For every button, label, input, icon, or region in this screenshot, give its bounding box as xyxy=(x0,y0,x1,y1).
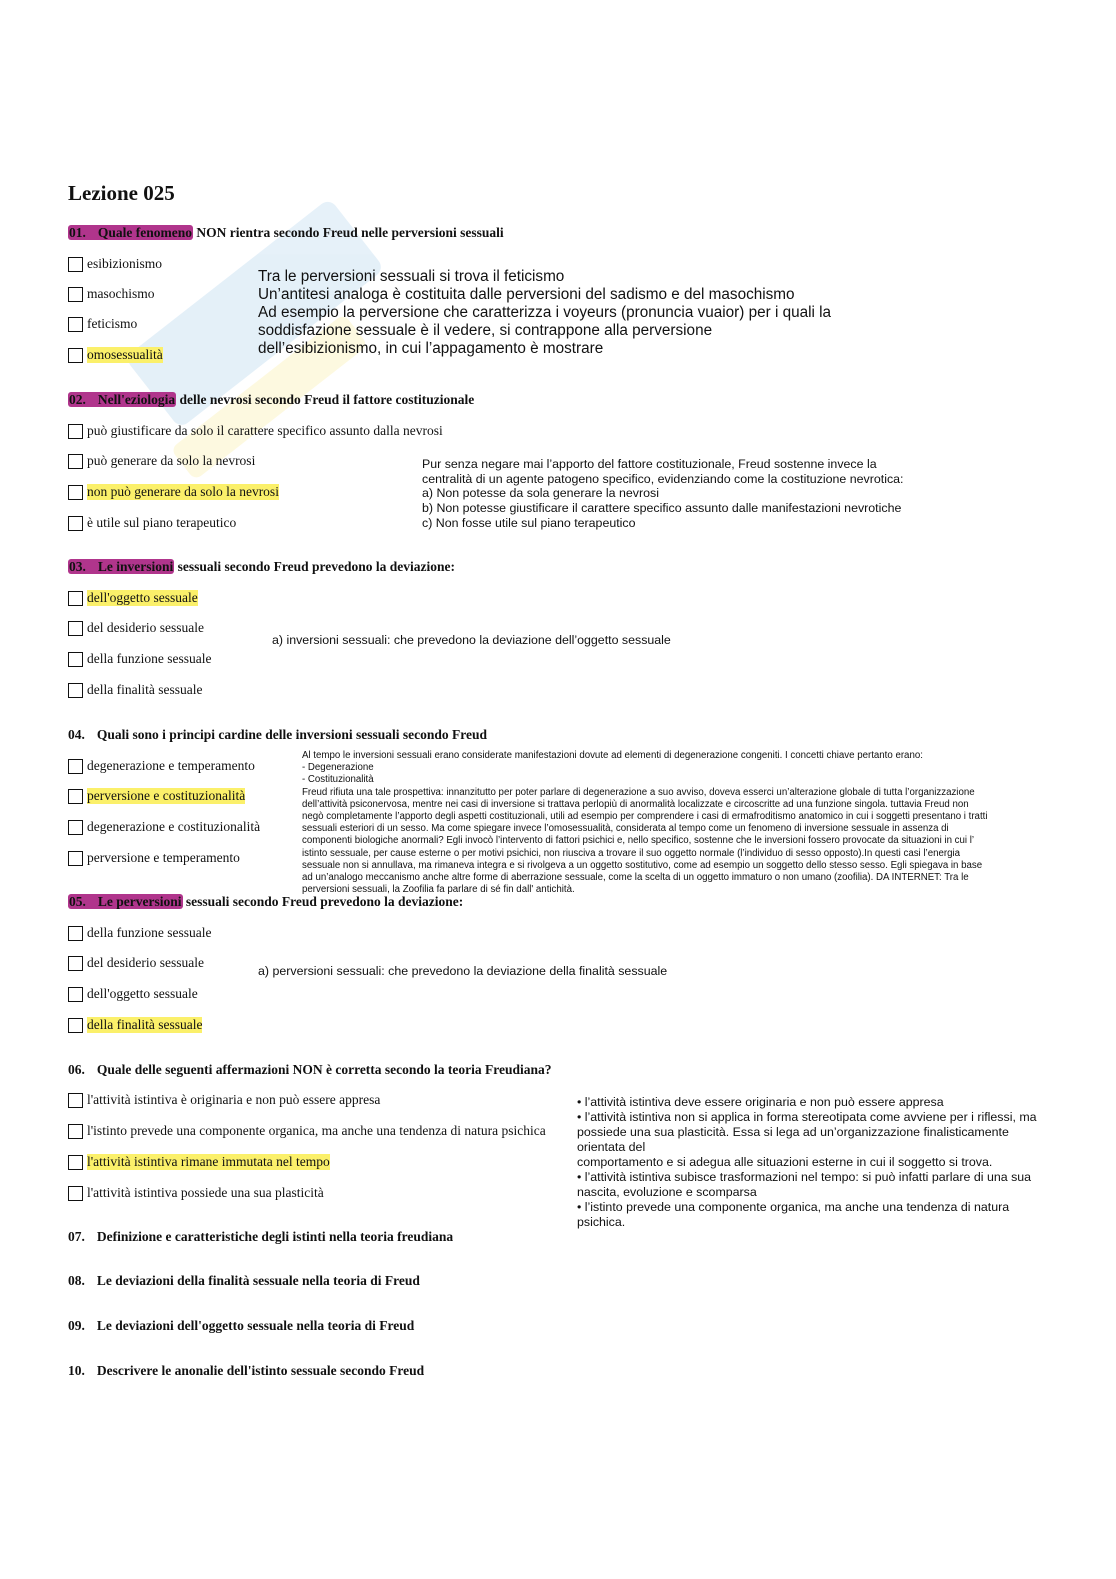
explanation-note-4 xyxy=(302,750,987,896)
note-line: ad un’analogo meccanismo anche altre forme di aberrazione sessuale, come la scelta di un oggetto immaturo o non umano (zoofilia). DA INTERNET: Tra le xyxy=(302,872,969,884)
note-line: Freud rifiuta una tale prospettiva: innanzitutto per poter parlare di degenerazione a suo avviso, doveva esserci un’alterazione globale di tutta l’organizzazione xyxy=(302,786,975,798)
checkbox[interactable] xyxy=(68,591,83,606)
answer-option[interactable] xyxy=(68,620,204,636)
note-line: soddisfazione sessuale è il vedere, si contrappone alla perversione xyxy=(258,322,713,339)
checkbox[interactable] xyxy=(68,1186,83,1201)
question-text: Descrivere le anonalie dell'istinto sessuale secondo Freud xyxy=(96,1363,425,1378)
answer-option[interactable] xyxy=(68,453,255,469)
checkbox[interactable] xyxy=(68,621,83,636)
question-text: delle nevrosi secondo Freud il fattore costituzionale xyxy=(176,392,475,407)
answer-option[interactable] xyxy=(68,758,255,774)
question-header-6 xyxy=(68,1062,552,1078)
explanation-note-1 xyxy=(258,268,831,358)
answer-option[interactable] xyxy=(68,1154,330,1170)
answer-option[interactable] xyxy=(68,925,211,941)
answer-option[interactable] xyxy=(68,788,245,804)
answer-option[interactable] xyxy=(68,286,155,302)
note-line: a) Non potesse da sola generare la nevrosi xyxy=(422,486,659,501)
note-line: orientata del xyxy=(577,1140,646,1154)
answer-label: l'attività istintiva rimane immutata nel tempo xyxy=(87,1154,330,1169)
answer-option[interactable] xyxy=(68,1185,324,1201)
answer-label: esibizionismo xyxy=(87,256,162,271)
answer-option[interactable] xyxy=(68,819,260,835)
note-line: dell’attività psiconervosa, mentre nei casi di inversione si trattava perlopiù di anormalità localizzate e circoscritte ad una funzione singola. tuttavia Freud non xyxy=(302,798,969,810)
note-line xyxy=(272,621,671,633)
answer-label: degenerazione e temperamento xyxy=(87,758,255,773)
lesson-title: Lezione 025 xyxy=(68,181,175,205)
note-line: a) inversioni sessuali: che prevedono la deviazione dell’oggetto sessuale xyxy=(272,633,671,648)
answer-label: omosessualità xyxy=(87,347,163,362)
checkbox[interactable] xyxy=(68,683,83,698)
question-text: Le deviazioni della finalità sessuale nella teoria di Freud xyxy=(96,1273,420,1288)
answer-label: può giustificare da solo il carattere specifico assunto dalla nevrosi xyxy=(87,423,443,438)
question-header-9 xyxy=(68,1318,414,1334)
answer-label: masochismo xyxy=(87,286,155,301)
checkbox[interactable] xyxy=(68,287,83,302)
question-text: sessuali secondo Freud prevedono la deviazione: xyxy=(174,559,456,574)
answer-label: perversione e temperamento xyxy=(87,850,240,865)
explanation-note-3 xyxy=(272,621,671,648)
answer-label: è utile sul piano terapeutico xyxy=(87,515,237,530)
question-highlight xyxy=(68,225,193,240)
note-line: Al tempo le inversioni sessuali erano considerate manifestazioni dovute ad elementi di degenerazione congeniti. I concetti chiave pertanto erano: xyxy=(302,750,923,761)
checkbox[interactable] xyxy=(68,424,83,439)
answer-label: della funzione sessuale xyxy=(87,925,212,940)
checkbox[interactable] xyxy=(68,516,83,531)
explanation-note-2 xyxy=(422,457,903,531)
answer-option[interactable] xyxy=(68,1017,202,1033)
answer-option[interactable] xyxy=(68,256,162,272)
answer-label: feticismo xyxy=(87,316,138,331)
note-line: a) perversioni sessuali: che prevedono la deviazione della finalità sessuale xyxy=(258,964,668,978)
answer-option[interactable] xyxy=(68,484,279,500)
checkbox[interactable] xyxy=(68,956,83,971)
explanation-note-5 xyxy=(258,964,667,979)
question-text: Le deviazioni dell'oggetto sessuale nella teoria di Freud xyxy=(96,1318,415,1333)
note-line: possiede una sua plasticità. Essa si lega ad un’organizzazione finalisticamente xyxy=(577,1125,1009,1139)
question-number: 06. xyxy=(68,1062,85,1077)
checkbox[interactable] xyxy=(68,485,83,500)
note-line: negò completamente l’apporto degli aspetti costituzionali, utili ad esempio per comprendere i casi di ermafroditismo anatomico in cui i soggetti presentano i tratti xyxy=(302,811,988,823)
question-header-3 xyxy=(68,559,455,575)
question-highlight xyxy=(68,392,176,407)
answer-option[interactable] xyxy=(68,423,443,439)
question-header-7 xyxy=(68,1229,453,1245)
question-text: sessuali secondo Freud prevedono la deviazione: xyxy=(182,894,464,909)
note-line: • l’attività istintiva subisce trasformazioni nel tempo: si può infatti parlare di una sua xyxy=(577,1170,1032,1184)
checkbox[interactable] xyxy=(68,1155,83,1170)
note-line: • l’attività istintiva non si applica in forma stereotipata come avviene per i riflessi, ma xyxy=(577,1110,1037,1124)
question-number: 07. xyxy=(68,1229,85,1244)
note-line: Pur senza negare mai l’apporto del fattore costituzionale, Freud sostenne invece la xyxy=(422,457,877,471)
answer-label: l'attività istintiva possiede una sua plasticità xyxy=(87,1185,324,1200)
checkbox[interactable] xyxy=(68,926,83,941)
question-number: 02. xyxy=(69,392,86,407)
note-line: Un’antitesi analoga è costituita dalle perversioni del sadismo e del masochismo xyxy=(258,286,795,303)
answer-label: l'istinto prevede una componente organica, ma anche una tendenza di natura psichica xyxy=(87,1123,546,1138)
answer-label: l'attività istintiva è originaria e non può essere appresa xyxy=(87,1092,381,1107)
answer-option[interactable] xyxy=(68,955,204,971)
question-number: 03. xyxy=(69,559,86,574)
answer-label: dell'oggetto sessuale xyxy=(87,986,198,1001)
note-line: c) Non fosse utile sul piano terapeutico xyxy=(422,515,636,530)
answer-option[interactable] xyxy=(68,590,198,606)
checkbox[interactable] xyxy=(68,652,83,667)
checkbox[interactable] xyxy=(68,987,83,1002)
answer-option[interactable] xyxy=(68,986,198,1002)
question-header-5 xyxy=(68,894,463,910)
checkbox[interactable] xyxy=(68,454,83,469)
answer-label: del desiderio sessuale xyxy=(87,955,204,970)
question-header-1 xyxy=(68,225,504,241)
question-header-4 xyxy=(68,727,487,743)
checkbox[interactable] xyxy=(68,317,83,332)
question-number: 05. xyxy=(69,894,86,909)
answer-option[interactable] xyxy=(68,515,236,531)
checkbox[interactable] xyxy=(68,851,83,866)
checkbox[interactable] xyxy=(68,820,83,835)
note-line: nascita, evoluzione e scomparsa xyxy=(577,1185,757,1199)
answer-label: della funzione sessuale xyxy=(87,651,212,666)
note-line: b) Non potesse giustificare il carattere specifico assunto dalle manifestazioni nevrotiche xyxy=(422,501,902,516)
checkbox[interactable] xyxy=(68,789,83,804)
answer-option[interactable] xyxy=(68,1123,546,1139)
checkbox[interactable] xyxy=(68,1018,83,1033)
note-line: Ad esempio la perversione che caratterizza i voyeurs (pronuncia vuaior) per i quali la xyxy=(258,304,832,321)
checkbox[interactable] xyxy=(68,1124,83,1139)
note-line: Tra le perversioni sessuali si trova il feticismo xyxy=(258,268,565,285)
note-line: perversioni sessuali, la Zoofilia fa parlare di sé fin dall' antichità. xyxy=(302,884,575,896)
note-line: componenti biologiche anormali? Egli invocò l’intervento di fattori psichici e, nello specifico, sostenne che le inversioni fossero provocate da situazioni in cui l’ xyxy=(302,835,975,847)
answer-label: del desiderio sessuale xyxy=(87,620,204,635)
answer-option[interactable] xyxy=(68,347,163,363)
answer-label: della finalità sessuale xyxy=(87,682,203,697)
note-line: - Degenerazione xyxy=(302,762,374,774)
note-line: comportamento e si adegua alle situazioni esterne in cui il soggetto si trova. xyxy=(577,1155,993,1169)
question-highlight-text: Le inversioni xyxy=(97,559,174,574)
answer-label: dell'oggetto sessuale xyxy=(87,590,198,605)
question-highlight-text: Le perversioni xyxy=(97,894,182,909)
question-number: 04. xyxy=(68,727,85,742)
answer-option[interactable] xyxy=(68,1092,380,1108)
question-text: Definizione e caratteristiche degli istinti nella teoria freudiana xyxy=(96,1229,454,1244)
checkbox[interactable] xyxy=(68,348,83,363)
question-highlight-text: Nell'eziologia xyxy=(97,392,176,407)
answer-label: della finalità sessuale xyxy=(87,1017,203,1032)
question-header-8 xyxy=(68,1273,420,1289)
question-text: Quali sono i principi cardine delle inversioni sessuali secondo Freud xyxy=(96,727,488,742)
note-line: psichica. xyxy=(577,1215,626,1229)
question-highlight-text: Quale fenomeno xyxy=(97,225,192,240)
answer-label: degenerazione e costituzionalità xyxy=(87,819,261,834)
note-line: • l’istinto prevede una componente organica, ma anche una tendenza di natura xyxy=(577,1200,1010,1214)
note-line: - Costituzionalità xyxy=(302,774,374,786)
note-line: istinto sessuale, per cause esterne o per motivi psichici, non riusciva a trovare il suo oggetto normale (l’individuo di sesso opposto).In questi casi l’energia xyxy=(302,847,961,859)
note-line: sessuale non si annullava, ma rimaneva integra e si rivolgeva a un oggetto sostitutivo, come ad esempio un soggetto dello stesso sesso. Egli spiegava in base xyxy=(302,859,983,871)
checkbox[interactable] xyxy=(68,1093,83,1108)
question-text: Quale delle seguenti affermazioni NON è corretta secondo la teoria Freudiana? xyxy=(96,1062,552,1077)
note-line: dell’esibizionismo, in cui l’appagamento è mostrare xyxy=(258,340,604,357)
question-number: 08. xyxy=(68,1273,85,1288)
checkbox[interactable] xyxy=(68,257,83,272)
explanation-note-6 xyxy=(577,1095,1037,1230)
answer-label: non può generare da solo la nevrosi xyxy=(87,484,279,499)
question-header-2 xyxy=(68,392,474,408)
answer-option[interactable] xyxy=(68,316,137,332)
question-highlight xyxy=(68,894,183,909)
answer-label: perversione e costituzionalità xyxy=(87,788,246,803)
answer-option[interactable] xyxy=(68,651,211,667)
checkbox[interactable] xyxy=(68,759,83,774)
question-number: 10. xyxy=(68,1363,85,1378)
answer-option[interactable] xyxy=(68,850,240,866)
question-number: 01. xyxy=(69,225,86,240)
note-line: centralità di un agente patogeno specifico, evidenziando come la costituzione nevrotica: xyxy=(422,471,904,486)
note-line: sessuali esteriori di un sesso. Ma come spiegare invece l’omosessualità, considerata al tempo come un fenomeno di inversione sessuale in assenza di xyxy=(302,823,949,835)
question-header-10 xyxy=(68,1363,424,1379)
note-line: • l’attività istintiva deve essere originaria e non può essere appresa xyxy=(577,1095,944,1109)
question-highlight xyxy=(68,559,174,574)
question-number: 09. xyxy=(68,1318,85,1333)
answer-label: può generare da solo la nevrosi xyxy=(87,453,256,468)
question-text: NON rientra secondo Freud nelle perversioni sessuali xyxy=(193,225,504,240)
answer-option[interactable] xyxy=(68,682,202,698)
